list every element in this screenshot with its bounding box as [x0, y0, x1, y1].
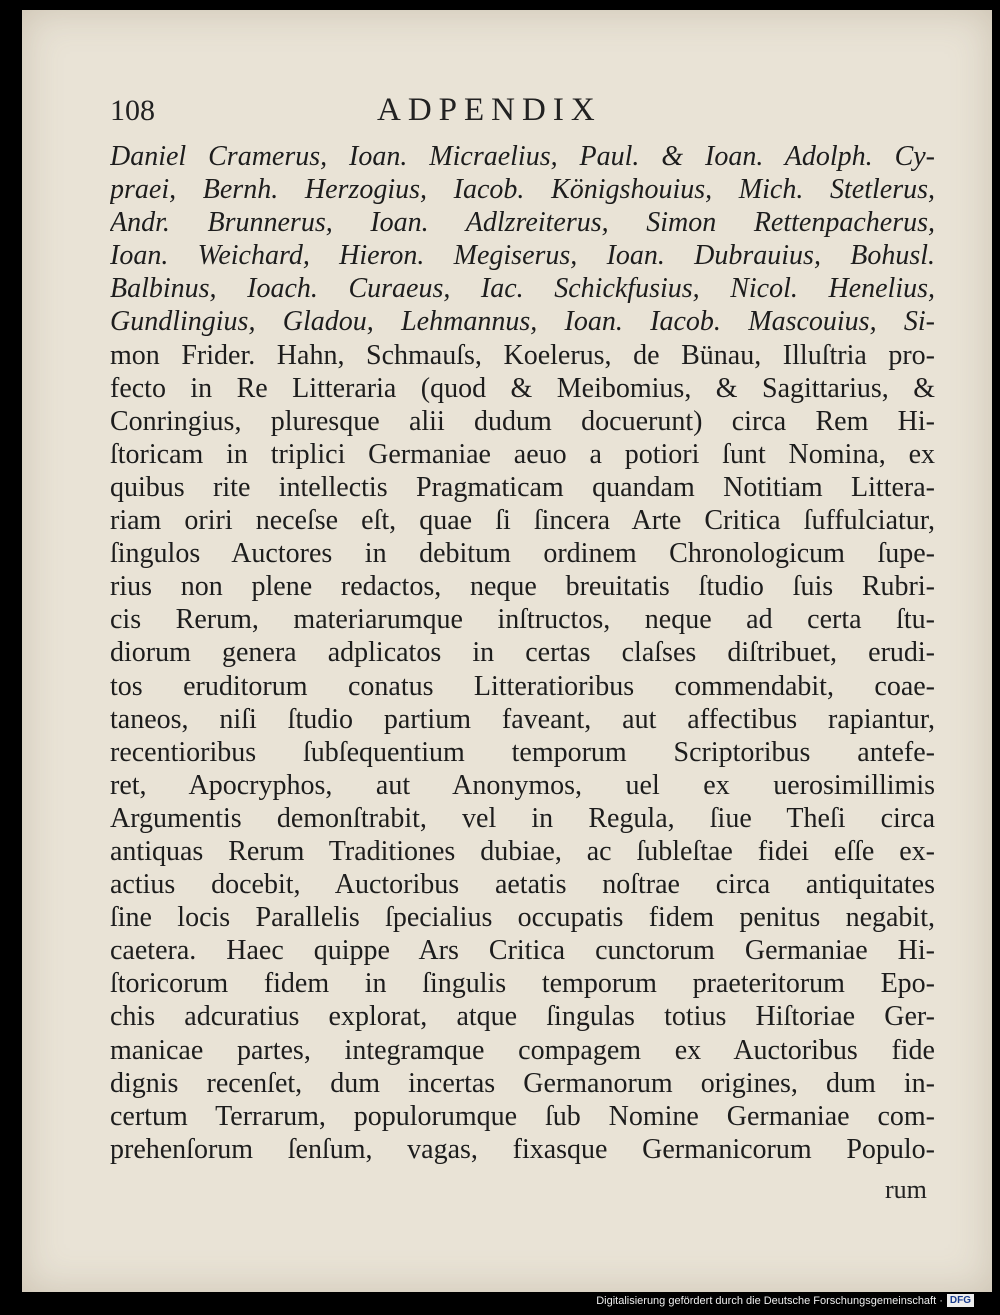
text-line: recentioribus ſubſequentium temporum Scriptoribus antefe- — [110, 736, 935, 768]
text-line: quibus rite intellectis Pragmaticam quandam Notitiam Littera- — [110, 471, 935, 503]
text-line: actius docebit, Auctoribus aetatis noſtrae circa antiquitates — [110, 869, 935, 901]
text-line: antiquas Rerum Traditiones dubiae, ac ſubleſtae fidei eſſe ex- — [110, 835, 935, 867]
text-line: Ioan. Weichard, Hieron. Megiserus, Ioan. Dubrauius, Bohusl. — [110, 240, 935, 272]
text-line: Andr. Brunnerus, Ioan. Adlzreiterus, Simon Rettenpacherus, — [110, 207, 935, 239]
text-line: Conringius, pluresque alii dudum docuerunt) circa Rem Hi- — [110, 405, 935, 437]
text-line: diorum genera adplicatos in certas claſses diſtribuet, erudi- — [110, 637, 935, 669]
text-line: dignis recenſet, dum incertas Germanorum origines, dum in- — [110, 1067, 935, 1099]
dfg-logo: DFG — [947, 1294, 974, 1307]
text-line: rius non plene redactos, neque breuitatis ſtudio ſuis Rubri- — [110, 571, 935, 603]
text-line: prehenſorum ſenſum, vagas, fixasque Germanicorum Populo- — [110, 1133, 935, 1165]
text-line: cis Rerum, materiarumque inſtructos, neque ad certa ſtu- — [110, 604, 935, 636]
text-line: certum Terrarum, populorumque ſub Nomine Germaniae com- — [110, 1100, 935, 1132]
book-page — [22, 10, 992, 1292]
text-line: fecto in Re Litteraria (quod & Meibomius, & Sagittarius, & — [110, 372, 935, 404]
text-line: Daniel Cramerus, Ioan. Micraelius, Paul. & Ioan. Adolph. Cy- — [110, 141, 935, 172]
running-head: ADPENDIX — [377, 92, 602, 128]
text-line: Gundlingius, Gladou, Lehmannus, Ioan. Iacob. Mascouius, Si- — [110, 306, 935, 338]
text-line: Balbinus, Ioach. Curaeus, Iac. Schickfusius, Nicol. Henelius, — [110, 273, 935, 305]
text-line: mon Frider. Hahn, Schmauſs, Koelerus, de Bünau, Illuſtria pro- — [110, 339, 935, 371]
text-line: riam oriri neceſse eſt, quae ſi ſincera Arte Critica ſuffulciatur, — [110, 505, 935, 537]
text-line: praei, Bernh. Herzogius, Iacob. Königshouius, Mich. Stetlerus, — [110, 174, 935, 206]
text-line: ſine locis Parallelis ſpecialius occupatis fidem penitus negabit, — [110, 902, 935, 934]
catchword: rum — [885, 1175, 927, 1204]
footer-credit: Digitalisierung gefördert durch die Deutsche Forschungsgemeinschaft · — [596, 1294, 943, 1307]
text-line: taneos, niſi ſtudio partium faveant, aut affectibus rapiantur, — [110, 703, 935, 735]
text-line: chis adcuratius explorat, atque ſingulas totius Hiſtoriae Ger- — [110, 1001, 935, 1033]
text-line: tos eruditorum conatus Litteratioribus commendabit, coae- — [110, 670, 935, 702]
text-line: Argumentis demonſtrabit, vel in Regula, ſiue Theſi circa — [110, 802, 935, 834]
text-line: manicae partes, integramque compagem ex Auctoribus fide — [110, 1034, 935, 1066]
text-line: ret, Apocryphos, aut Anonymos, uel ex uerosimillimis — [110, 769, 935, 801]
text-line: ſtoricorum fidem in ſingulis temporum praeteritorum Epo- — [110, 968, 935, 1000]
digitization-footer — [596, 1294, 974, 1307]
text-line: ſtoricam in triplici Germaniae aeuo a potiori ſunt Nomina, ex — [110, 438, 935, 470]
body-text — [110, 140, 935, 1166]
text-line: ſingulos Auctores in debitum ordinem Chronologicum ſupe- — [110, 538, 935, 570]
text-line: caetera. Haec quippe Ars Critica cunctorum Germaniae Hi- — [110, 935, 935, 967]
page-number: 108 — [110, 94, 155, 127]
